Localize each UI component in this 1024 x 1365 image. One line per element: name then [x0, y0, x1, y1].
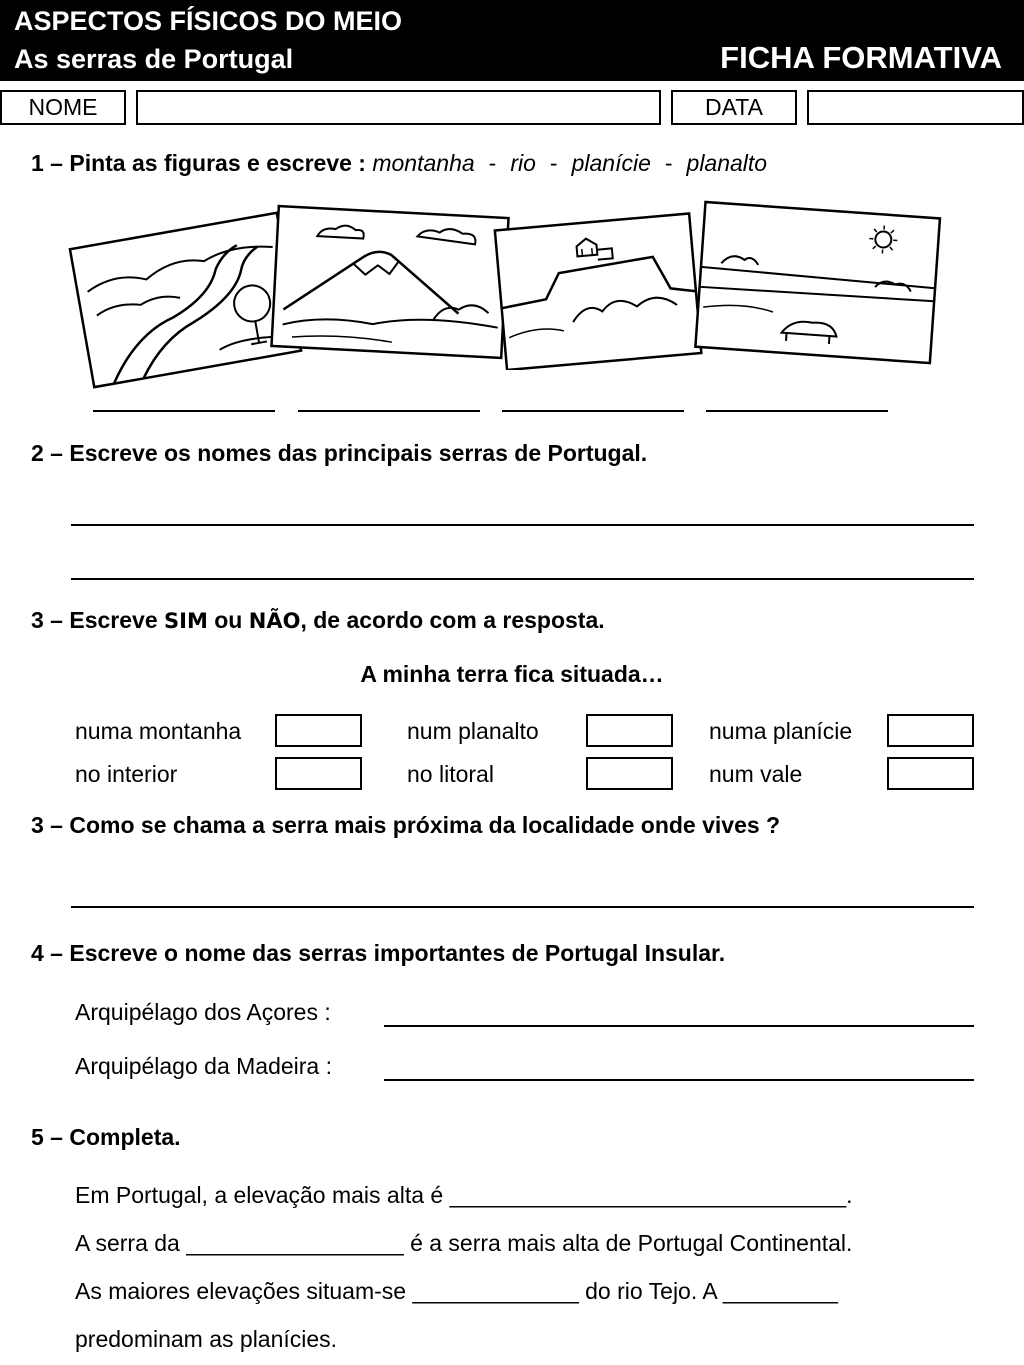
word-planicie: planície [571, 150, 651, 176]
question-3-prefix: 3 – Escreve [31, 607, 165, 633]
answer-line-q2-2[interactable] [71, 578, 974, 580]
option-vale-box[interactable] [887, 757, 974, 790]
q5-sentence-4: predominam as planícies. [75, 1326, 338, 1352]
madeira-answer-line[interactable] [384, 1079, 974, 1081]
sheet-type-label: FICHA FORMATIVA [720, 40, 1002, 75]
answer-line-q2-1[interactable] [71, 524, 974, 526]
answer-line-q3b[interactable] [71, 906, 974, 908]
answer-line-picture-1[interactable] [93, 410, 275, 412]
madeira-label: Arquipélago da Madeira : [75, 1053, 332, 1079]
option-vale-label: num vale [709, 761, 803, 787]
question-3b: 3 – Como se chama a serra mais próxima da localidade onde vives ? [31, 812, 781, 838]
question-5: 5 – Completa. [31, 1124, 181, 1150]
question-3-suffix: , de acordo com a resposta. [300, 607, 605, 633]
q5-sentence-3: As maiores elevações situam-se _____________ do rio Tejo. A _________ [75, 1278, 838, 1304]
answer-line-picture-3[interactable] [502, 410, 684, 412]
q5-sentence-2: A serra da _________________ é a serra mais alta de Portugal Continental. [75, 1230, 853, 1256]
word-separator: - [549, 150, 558, 176]
sim-word: SIM [164, 609, 208, 633]
answer-line-picture-4[interactable] [706, 410, 888, 412]
question-1 [31, 150, 767, 177]
name-field[interactable] [136, 90, 661, 125]
question-3-subtitle: A minha terra fica situada… [360, 661, 664, 687]
q5-sentence-1: Em Portugal, a elevação mais alta é _______________________________. [75, 1182, 853, 1208]
date-field[interactable] [807, 90, 1024, 125]
option-montanha-box[interactable] [275, 714, 362, 747]
question-1-prefix: 1 – Pinta as figuras e escreve : [31, 150, 366, 176]
date-label: DATA [671, 90, 797, 125]
option-planalto-box[interactable] [586, 714, 673, 747]
word-rio: rio [510, 150, 536, 176]
question-3 [31, 607, 605, 634]
option-montanha-label: numa montanha [75, 718, 242, 744]
option-litoral-label: no litoral [407, 761, 494, 787]
option-planicie-box[interactable] [887, 714, 974, 747]
nao-word: NÃO [248, 609, 301, 633]
option-planalto-label: num planalto [407, 718, 539, 744]
acores-answer-line[interactable] [384, 1025, 974, 1027]
mountain-picture[interactable] [265, 200, 515, 365]
plateau-picture[interactable] [485, 200, 705, 370]
header-subtitle: As serras de Portugal [14, 44, 294, 74]
header-title: ASPECTOS FÍSICOS DO MEIO [14, 6, 403, 36]
word-planalto: planalto [686, 150, 768, 176]
plain-picture[interactable] [685, 195, 950, 375]
worksheet-header [0, 0, 1024, 81]
question-2: 2 – Escreve os nomes das principais serras de Portugal. [31, 440, 648, 466]
option-litoral-box[interactable] [586, 757, 673, 790]
option-interior-label: no interior [75, 761, 178, 787]
word-montanha: montanha [372, 150, 475, 176]
acores-label: Arquipélago dos Açores : [75, 999, 331, 1025]
answer-line-picture-2[interactable] [298, 410, 480, 412]
name-label: NOME [0, 90, 126, 125]
option-interior-box[interactable] [275, 757, 362, 790]
word-separator: - [488, 150, 497, 176]
word-separator: - [664, 150, 673, 176]
option-planicie-label: numa planície [709, 718, 853, 744]
ou-word: ou [207, 607, 249, 633]
question-4: 4 – Escreve o nome das serras importantes de Portugal Insular. [31, 940, 726, 966]
